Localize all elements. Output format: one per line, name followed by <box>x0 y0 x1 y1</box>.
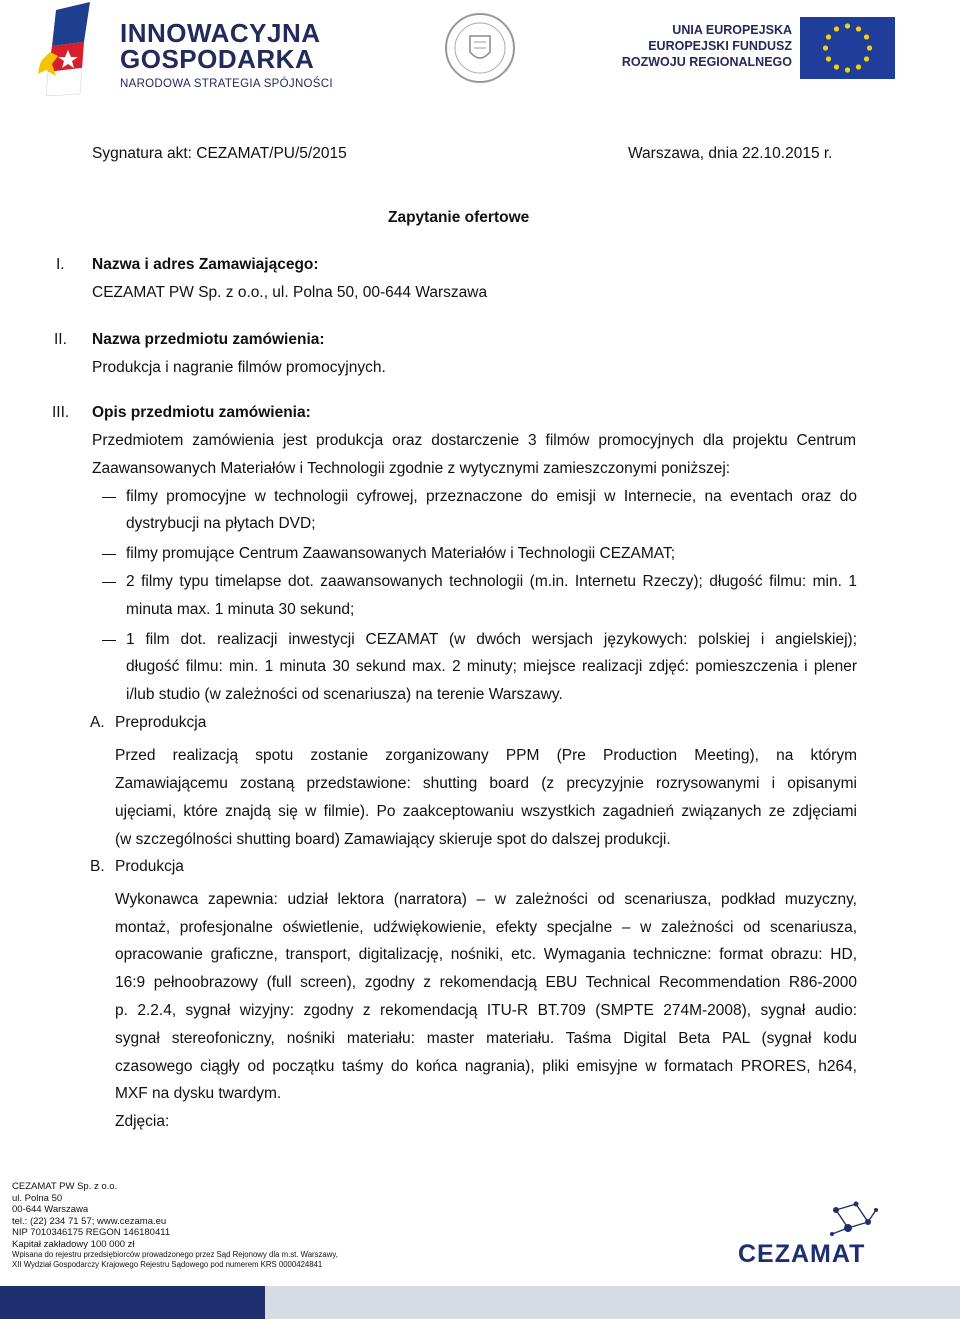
ig-line2: GOSPODARKA <box>120 44 315 74</box>
bullet-4-line2: długość filmu: min. 1 minuta 30 sekund max. 2 minuty; miejsce realizacji zdjęć: pomieszczenia i plener <box>126 658 857 675</box>
section-3-paragraph-line2: Zaawansowanych Materiałów i Technologii zgodnie z wytycznymi zamieszczonymi poniższej: <box>92 460 731 477</box>
cezamat-logo-text: CEZAMAT <box>738 1240 866 1268</box>
ig-line1: INNOWACYJNA <box>120 18 321 48</box>
case-signature: Sygnatura akt: CEZAMAT/PU/5/2015 <box>92 145 347 162</box>
ig-line3: NARODOWA STRATEGIA SPÓJNOŚCI <box>120 78 333 90</box>
subsection-b-line6: sygnał stereofoniczny, nośniki materiału: master materiału. Taśma Digital Beta PAL (sygnał kodu <box>115 1030 857 1047</box>
ig-emblem-icon <box>38 2 118 96</box>
subsection-a-heading: Preprodukcja <box>115 714 207 731</box>
bullet-dash-icon <box>102 582 116 583</box>
subsection-a-line1: Przed realizacją spotu zostanie zorganizowany PPM (Pre Production Meeting), na którym <box>115 747 857 764</box>
subsection-b-line5: p. 2.2.4, sygnał wizyjny: zgodny z rekomendacją ITU-R BT.709 (SMPTE 274M-2008), sygnał audio: <box>115 1002 857 1019</box>
section-2-text: Produkcja i nagranie filmów promocyjnych. <box>92 359 386 376</box>
bullet-3-line2: minuta max. 1 minuta 30 sekund; <box>126 601 355 618</box>
eu-line1: UNIA EUROPEJSKA <box>672 23 792 37</box>
section-1-number: I. <box>56 256 65 273</box>
bullet-dash-icon <box>102 554 116 555</box>
subsection-b-line4: 16:9 pełnoobrazowy (full screen), zgodny z rekomendacją EBU Technical Recommendation R86-2000 <box>115 974 857 991</box>
subsection-b-line7: czasowego ciągły od początku taśmy do końca nagrania), pliki emisyjne w formatach PRORES, h264, <box>115 1058 857 1075</box>
section-2-heading: Nazwa przedmiotu zamówienia: <box>92 331 325 348</box>
bullet-dash-icon <box>102 497 116 498</box>
footer-company-info <box>12 1181 170 1250</box>
footer-registry-line2: XII Wydział Gospodarczy Krajowego Rejestru Sądowego pod numerem KRS 0000424841 <box>12 1260 323 1269</box>
university-seal-icon <box>444 12 516 84</box>
footer-bar-dark <box>0 1286 265 1319</box>
bullet-1-line1: filmy promocyjne w technologii cyfrowej, przeznaczone do emisji w Internecie, na eventach oraz do <box>126 488 857 505</box>
section-1-heading: Nazwa i adres Zamawiającego: <box>92 256 319 273</box>
subsection-a-line2: Zamawiającemu zostaną przedstawione: shutting board (z precyzyjnie rozrysowanymi i opisanymi <box>115 775 857 792</box>
photos-label: Zdjęcia: <box>115 1113 170 1130</box>
place-date: Warszawa, dnia 22.10.2015 r. <box>628 145 833 162</box>
bullet-3-line1: 2 filmy typu timelapse dot. zaawansowanych technologii (m.in. Internetu Rzeczy); długość filmu: min. 1 <box>126 573 857 590</box>
section-3-number: III. <box>52 404 70 421</box>
eu-fund-text <box>620 22 792 70</box>
bullet-4-line1: 1 film dot. realizacji inwestycji CEZAMAT (w dwóch wersjach językowych: polskiej i angielskiej); <box>126 631 857 648</box>
subsection-b-line8: MXF na dysku twardym. <box>115 1085 282 1102</box>
eu-line2: EUROPEJSKI FUNDUSZ <box>648 39 792 53</box>
subsection-a-line4: (w szczególności shutting board) Zamawiający skieruje spot do dalszej produkcji. <box>115 831 671 848</box>
subsection-b-label: B. <box>90 858 105 875</box>
subsection-b-line1: Wykonawca zapewnia: udział lektora (narratora) – w zależności od scenariusza, podkład muzyczny, <box>115 891 857 908</box>
cezamat-logo <box>736 1200 881 1268</box>
section-1-text: CEZAMAT PW Sp. z o.o., ul. Polna 50, 00-644 Warszawa <box>92 284 488 301</box>
footer-tax-ids: NIP 7010346175 REGON 146180411 <box>12 1227 171 1238</box>
bullet-4-line3: i/lub studio (w zależności od scenariusza) na terenie Warszawy. <box>126 686 563 703</box>
subsection-a-label: A. <box>90 714 105 731</box>
cezamat-network-icon <box>736 1200 881 1268</box>
section-2-number: II. <box>54 331 67 348</box>
subsection-a-line3: ujęciami, które znajdą się w filmie). Po zaakceptowaniu wszystkich zagadnień związanych ze zdjęciami <box>115 803 857 820</box>
footer-street: ul. Polna 50 <box>12 1192 63 1204</box>
footer-capital: Kapitał zakładowy 100 000 zł <box>12 1238 135 1250</box>
bullet-dash-icon <box>102 640 116 641</box>
subsection-b-heading: Produkcja <box>115 858 184 875</box>
eu-line3: ROZWOJU REGIONALNEGO <box>621 55 792 69</box>
footer-company-name: CEZAMAT PW Sp. z o.o. <box>12 1181 118 1192</box>
section-3-paragraph-line1: Przedmiotem zamówienia jest produkcja oraz dostarczenie 3 filmów promocyjnych dla projektu Centrum <box>92 432 856 449</box>
footer-city: 00-644 Warszawa <box>12 1204 89 1215</box>
subsection-b-line3: opracowanie graficzne, transport, digitalizację, nośniki, etc. Wymagania techniczne: format obrazu: HD, <box>115 946 857 963</box>
bullet-1-line2: dystrybucji na płytach DVD; <box>126 515 316 532</box>
bullet-2-line1: filmy promujące Centrum Zaawansowanych Materiałów i Technologii CEZAMAT; <box>126 545 676 562</box>
eu-flag-icon <box>800 17 895 79</box>
innowacyjna-gospodarka-logo <box>38 2 338 96</box>
footer-registry <box>12 1250 338 1270</box>
footer-bar-light <box>265 1286 960 1319</box>
subsection-b-line2: montaż, profesjonalne oświetlenie, udźwiękowienie, efekty specjalne – w zależności od scenariusza, <box>115 919 857 936</box>
document-title: Zapytanie ofertowe <box>388 209 530 226</box>
footer-registry-line1: Wpisana do rejestru przedsiębiorców prowadzonego przez Sąd Rejonowy dla m.st. Warszawy, <box>12 1250 338 1259</box>
footer-contact: tel.: (22) 234 71 57; www.cezama.eu <box>12 1215 167 1227</box>
section-3-heading: Opis przedmiotu zamówienia: <box>92 404 311 421</box>
